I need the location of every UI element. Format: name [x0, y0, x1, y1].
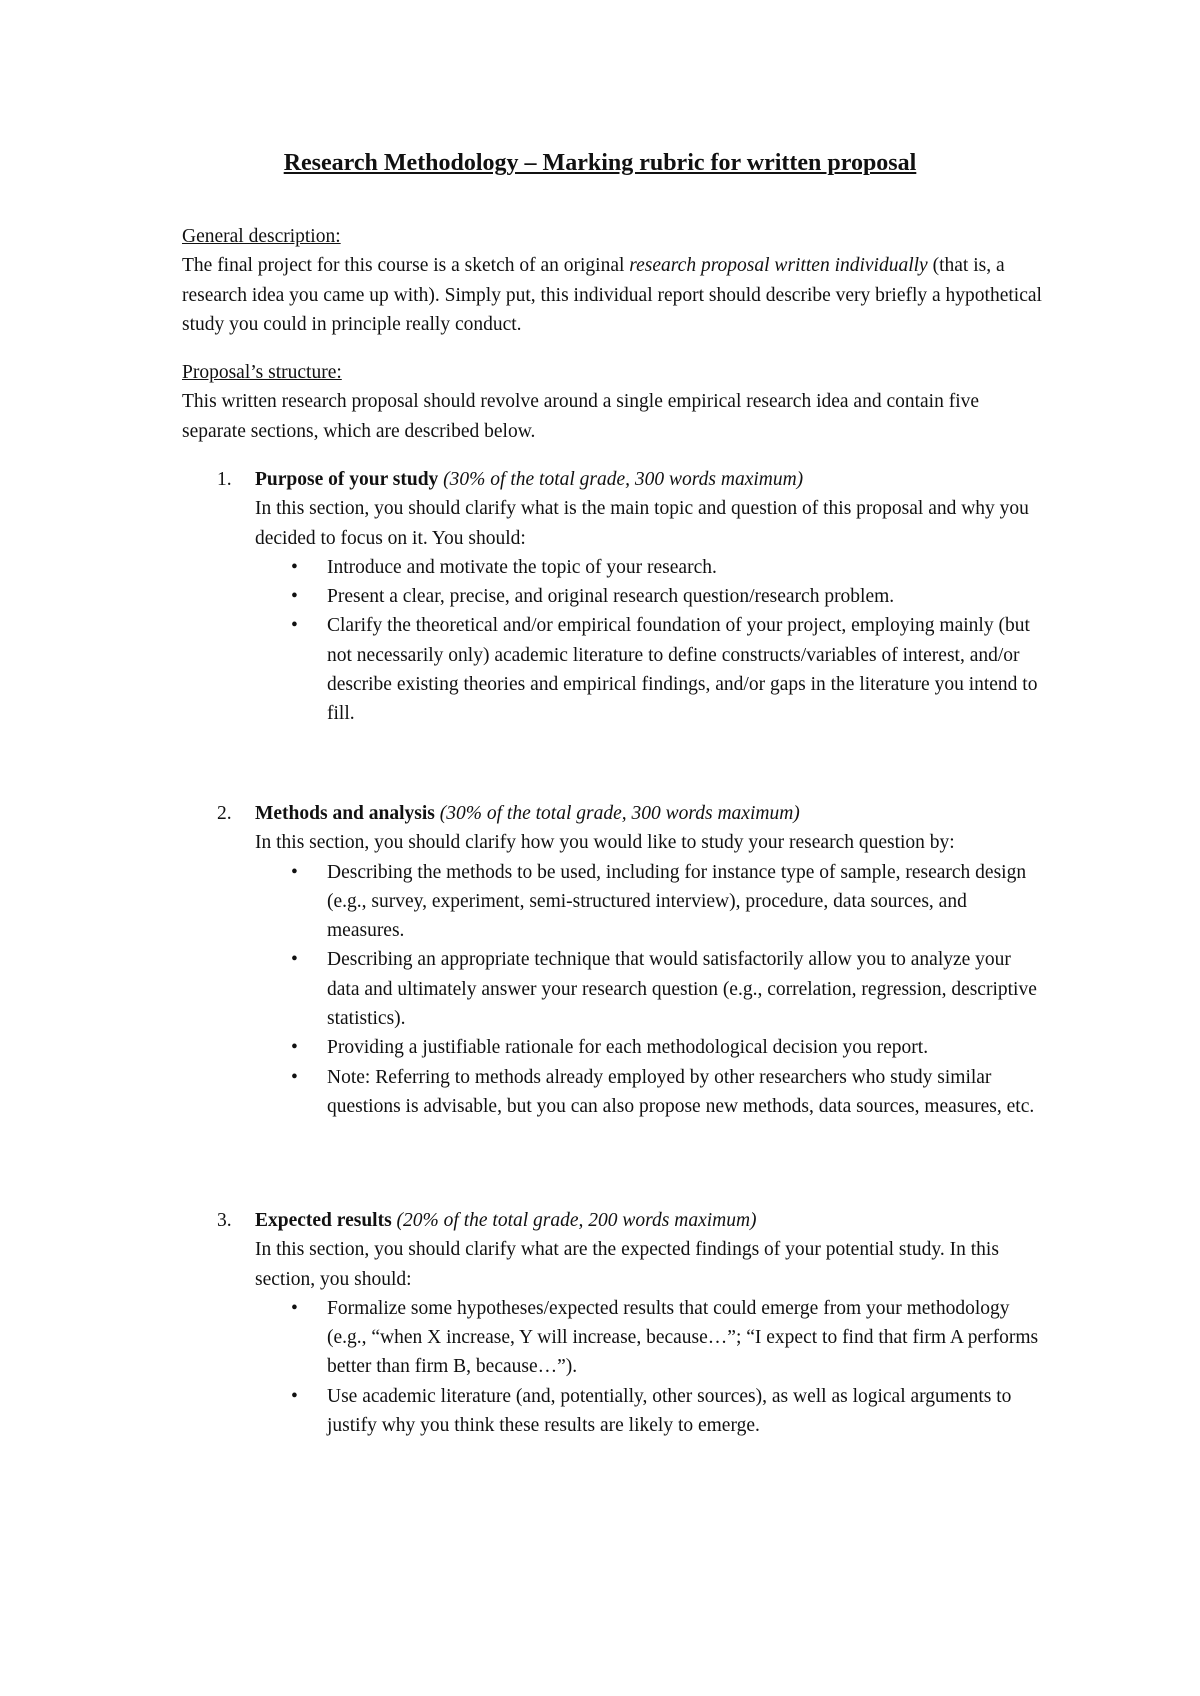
section-title: Expected results: [255, 1210, 392, 1231]
bullet-list: [255, 1294, 1045, 1440]
list-item-text: Formalize some hypotheses/expected results that could emerge from your methodology (e.g., “when X increase, Y will increase, because…”; “I expect to find that firm A performs better than firm B, because…”).: [327, 1297, 1039, 1378]
section-number: 2.: [217, 803, 232, 824]
list-item: [255, 1033, 1045, 1062]
bullet-icon: •: [291, 615, 298, 637]
page-title: Research Methodology – Marking rubric for written proposal: [283, 150, 917, 176]
section-note: (30% of the total grade, 300 words maximum): [439, 803, 800, 824]
list-item-text: Describing the methods to be used, including for instance type of sample, research design (e.g., survey, experiment, semi-structured interview), procedure, data sources, and measures.: [327, 861, 1027, 942]
section-number: 3.: [217, 1210, 232, 1231]
list-item-text: Use academic literature (and, potentially, other sources), as well as logical arguments to justify why you think these results are likely to emerge.: [327, 1385, 1012, 1437]
list-item: [255, 858, 1045, 946]
general-description-heading: General description:: [182, 226, 341, 247]
bullet-icon: •: [291, 949, 298, 971]
list-item-text: Note: Referring to methods already employed by other researchers who study similar questions is advisable, but you can also propose new methods, data sources, measures, etc.: [327, 1066, 1035, 1117]
section-intro: In this section, you should clarify what is the main topic and question of this proposal and why you decided to focus on it. You should:: [255, 498, 1029, 549]
section-number: 1.: [217, 469, 232, 490]
list-item: [255, 945, 1045, 1033]
bullet-icon: •: [291, 1385, 298, 1407]
list-item: [255, 553, 1045, 582]
section-intro: In this section, you should clarify how you would like to study your research question by:: [255, 832, 955, 854]
section-body: [255, 799, 1045, 1121]
bullet-icon: •: [291, 586, 298, 608]
list-item-text: Clarify the theoretical and/or empirical foundation of your project, employing mainly (but not necessarily only) academic literature to define constructs/variables of interest, and/or describe existing theories and empirical findings, and/or gaps in the literature you intend to fill.: [327, 615, 1038, 725]
section-title: Purpose of your study: [255, 469, 439, 490]
bullet-icon: •: [291, 1297, 298, 1319]
list-item-text: Introduce and motivate the topic of your research.: [327, 556, 717, 578]
list-item: [255, 582, 1045, 611]
section-note: (30% of the total grade, 300 words maximum): [443, 469, 804, 490]
section-body: [255, 1206, 1045, 1440]
list-item-text: Describing an appropriate technique that would satisfactorily allow you to analyze your data and ultimately answer your research question (e.g., correlation, regression, descriptive statistics).: [327, 949, 1037, 1030]
list-item: [255, 1294, 1045, 1382]
list-item: [255, 1063, 1045, 1122]
list-item: [255, 1382, 1045, 1441]
general-description-text: [182, 251, 1042, 339]
list-item: [255, 611, 1045, 728]
list-item-text: Present a clear, precise, and original research question/research problem.: [327, 586, 895, 608]
section-note: (20% of the total grade, 200 words maximum): [396, 1210, 757, 1231]
bullet-icon: •: [291, 1066, 298, 1088]
list-item-text: Providing a justifiable rationale for each methodological decision you report.: [327, 1037, 929, 1059]
proposal-structure: [182, 358, 1042, 446]
proposal-structure-heading: Proposal’s structure:: [182, 362, 342, 383]
proposal-structure-text: This written research proposal should revolve around a single empirical research idea and contain five separate sections, which are described below.: [182, 391, 980, 442]
general-text-italic: research proposal written individually: [629, 255, 928, 277]
section-body: [255, 465, 1045, 729]
bullet-list: [255, 553, 1045, 729]
bullet-icon: •: [291, 861, 298, 883]
bullet-icon: •: [291, 1037, 298, 1059]
section-intro: In this section, you should clarify what are the expected findings of your potential study. In this section, you should:: [255, 1239, 999, 1290]
section-title: Methods and analysis: [255, 803, 435, 824]
general-text-before: The final project for this course is a sketch of an original: [182, 255, 630, 277]
bullet-list: [255, 858, 1045, 1122]
bullet-icon: •: [291, 556, 298, 578]
general-description: [182, 222, 1042, 339]
general-text-after: (that is, a research idea you came up with). Simply put, this individual report should describe very briefly a hypothetical study you could in principle really conduct.: [182, 255, 1042, 335]
